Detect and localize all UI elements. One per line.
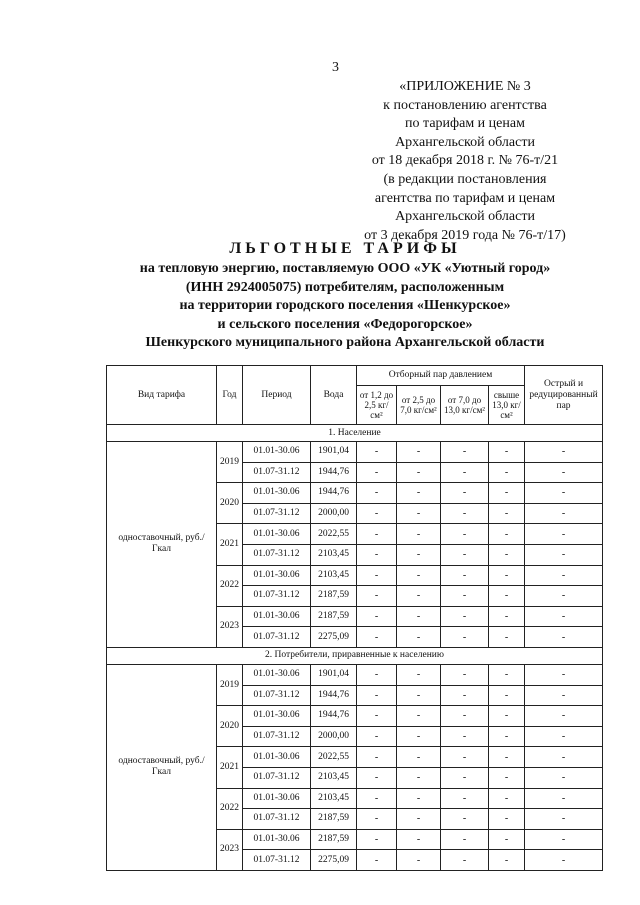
empty-value-cell: - [397, 664, 441, 685]
period-cell: 01.07-31.12 [243, 627, 311, 648]
empty-value-cell: - [357, 829, 397, 850]
empty-value-cell: - [489, 767, 525, 788]
empty-value-cell: - [525, 503, 603, 524]
header-year: Год [217, 366, 243, 425]
water-tariff-cell: 2187,59 [311, 586, 357, 607]
empty-value-cell: - [397, 544, 441, 565]
empty-value-cell: - [357, 726, 397, 747]
empty-value-cell: - [357, 706, 397, 727]
empty-value-cell: - [441, 503, 489, 524]
title-line: на тепловую энергию, поставляемую ООО «УК «Уютный город» [139, 261, 551, 276]
header-steam-group: Отборный пар давлением [357, 366, 525, 386]
empty-value-cell: - [357, 483, 397, 504]
empty-value-cell: - [357, 850, 397, 871]
title-line: Шенкурского муниципального района Архангельской области [145, 335, 545, 350]
header-period: Период [243, 366, 311, 425]
period-cell: 01.07-31.12 [243, 685, 311, 706]
period-cell: 01.01-30.06 [243, 483, 311, 504]
year-cell: 2021 [217, 524, 243, 565]
period-cell: 01.07-31.12 [243, 767, 311, 788]
year-cell: 2020 [217, 483, 243, 524]
water-tariff-cell: 2103,45 [311, 767, 357, 788]
water-tariff-cell: 1944,76 [311, 483, 357, 504]
empty-value-cell: - [357, 586, 397, 607]
water-tariff-cell: 2187,59 [311, 606, 357, 627]
water-tariff-cell: 2103,45 [311, 788, 357, 809]
empty-value-cell: - [489, 747, 525, 768]
tariff-type-cell: одноставочный, руб./Гкал [107, 664, 217, 870]
water-tariff-cell: 2275,09 [311, 850, 357, 871]
tariff-table [106, 365, 603, 871]
water-tariff-cell: 2103,45 [311, 544, 357, 565]
appendix-line: по тарифам и ценам [405, 116, 525, 132]
empty-value-cell: - [489, 462, 525, 483]
empty-value-cell: - [441, 586, 489, 607]
empty-value-cell: - [397, 606, 441, 627]
empty-value-cell: - [441, 767, 489, 788]
empty-value-cell: - [441, 565, 489, 586]
empty-value-cell: - [525, 664, 603, 685]
empty-value-cell: - [441, 685, 489, 706]
period-cell: 01.07-31.12 [243, 544, 311, 565]
empty-value-cell: - [357, 544, 397, 565]
empty-value-cell: - [525, 706, 603, 727]
empty-value-cell: - [489, 606, 525, 627]
section-row [107, 647, 603, 664]
empty-value-cell: - [525, 524, 603, 545]
empty-value-cell: - [357, 747, 397, 768]
empty-value-cell: - [397, 442, 441, 463]
year-cell: 2020 [217, 706, 243, 747]
empty-value-cell: - [397, 747, 441, 768]
period-cell: 01.01-30.06 [243, 565, 311, 586]
empty-value-cell: - [357, 788, 397, 809]
appendix-line: Архангельской области [395, 134, 535, 150]
document-title [120, 238, 570, 353]
water-tariff-cell: 2000,00 [311, 503, 357, 524]
empty-value-cell: - [489, 483, 525, 504]
year-cell: 2019 [217, 664, 243, 705]
year-cell: 2022 [217, 565, 243, 606]
empty-value-cell: - [441, 850, 489, 871]
empty-value-cell: - [441, 627, 489, 648]
period-cell: 01.07-31.12 [243, 809, 311, 830]
empty-value-cell: - [489, 664, 525, 685]
water-tariff-cell: 2000,00 [311, 726, 357, 747]
appendix-line: Архангельской области [395, 209, 535, 225]
water-tariff-cell: 2022,55 [311, 524, 357, 545]
period-cell: 01.01-30.06 [243, 606, 311, 627]
section-row [107, 425, 603, 442]
empty-value-cell: - [441, 726, 489, 747]
header-steam-3: от 7,0 до 13,0 кг/см² [441, 386, 489, 425]
empty-value-cell: - [441, 544, 489, 565]
empty-value-cell: - [525, 627, 603, 648]
empty-value-cell: - [525, 809, 603, 830]
year-cell: 2022 [217, 788, 243, 829]
empty-value-cell: - [489, 726, 525, 747]
empty-value-cell: - [397, 809, 441, 830]
empty-value-cell: - [489, 442, 525, 463]
year-cell: 2019 [217, 442, 243, 483]
empty-value-cell: - [357, 462, 397, 483]
empty-value-cell: - [397, 850, 441, 871]
empty-value-cell: - [357, 606, 397, 627]
empty-value-cell: - [525, 850, 603, 871]
empty-value-cell: - [441, 462, 489, 483]
water-tariff-cell: 1901,04 [311, 442, 357, 463]
period-cell: 01.01-30.06 [243, 788, 311, 809]
title-main: ЛЬГОТНЫЕ ТАРИФЫ [229, 240, 461, 257]
period-cell: 01.07-31.12 [243, 850, 311, 871]
empty-value-cell: - [357, 809, 397, 830]
empty-value-cell: - [489, 565, 525, 586]
empty-value-cell: - [525, 586, 603, 607]
appendix-line: к постановлению агентства [383, 97, 547, 113]
table-row [107, 664, 603, 685]
title-line: и сельского поселения «Федорогорское» [217, 316, 473, 332]
empty-value-cell: - [357, 685, 397, 706]
tariff-type-cell: одноставочный, руб./Гкал [107, 442, 217, 648]
empty-value-cell: - [397, 685, 441, 706]
water-tariff-cell: 2275,09 [311, 627, 357, 648]
period-cell: 01.01-30.06 [243, 664, 311, 685]
empty-value-cell: - [397, 706, 441, 727]
period-cell: 01.01-30.06 [243, 442, 311, 463]
table-header [107, 366, 603, 425]
water-tariff-cell: 1944,76 [311, 685, 357, 706]
table-body [107, 425, 603, 871]
water-tariff-cell: 2187,59 [311, 809, 357, 830]
empty-value-cell: - [397, 483, 441, 504]
empty-value-cell: - [525, 726, 603, 747]
empty-value-cell: - [357, 524, 397, 545]
period-cell: 01.01-30.06 [243, 706, 311, 727]
period-cell: 01.01-30.06 [243, 524, 311, 545]
appendix-header [350, 78, 580, 245]
empty-value-cell: - [525, 767, 603, 788]
empty-value-cell: - [441, 809, 489, 830]
appendix-line: от 18 декабря 2018 г. № 76-т/21 [371, 153, 559, 169]
empty-value-cell: - [357, 664, 397, 685]
empty-value-cell: - [397, 586, 441, 607]
period-cell: 01.07-31.12 [243, 462, 311, 483]
water-tariff-cell: 1944,76 [311, 462, 357, 483]
empty-value-cell: - [357, 767, 397, 788]
empty-value-cell: - [357, 565, 397, 586]
empty-value-cell: - [489, 544, 525, 565]
empty-value-cell: - [441, 483, 489, 504]
period-cell: 01.07-31.12 [243, 586, 311, 607]
appendix-line: агентства по тарифам и ценам [374, 190, 556, 206]
water-tariff-cell: 1901,04 [311, 664, 357, 685]
year-cell: 2023 [217, 829, 243, 870]
empty-value-cell: - [397, 767, 441, 788]
water-tariff-cell: 2022,55 [311, 747, 357, 768]
header-sharp-steam: Острый и редуцированный пар [525, 366, 603, 425]
period-cell: 01.07-31.12 [243, 726, 311, 747]
header-steam-1: от 1,2 до 2,5 кг/см² [357, 386, 397, 425]
empty-value-cell: - [525, 462, 603, 483]
empty-value-cell: - [525, 788, 603, 809]
empty-value-cell: - [525, 606, 603, 627]
header-water: Вода [311, 366, 357, 425]
empty-value-cell: - [525, 829, 603, 850]
empty-value-cell: - [525, 544, 603, 565]
empty-value-cell: - [525, 442, 603, 463]
empty-value-cell: - [397, 829, 441, 850]
empty-value-cell: - [441, 606, 489, 627]
empty-value-cell: - [441, 442, 489, 463]
water-tariff-cell: 1944,76 [311, 706, 357, 727]
header-tariff-type: Вид тарифа [107, 366, 217, 425]
title-line: на территории городского поселения «Шенкурское» [179, 298, 511, 313]
empty-value-cell: - [489, 706, 525, 727]
empty-value-cell: - [357, 503, 397, 524]
water-tariff-cell: 2187,59 [311, 829, 357, 850]
empty-value-cell: - [489, 850, 525, 871]
empty-value-cell: - [441, 706, 489, 727]
page-number: 3 [332, 60, 339, 75]
appendix-line: «ПРИЛОЖЕНИЕ № 3 [399, 79, 531, 94]
empty-value-cell: - [397, 524, 441, 545]
empty-value-cell: - [397, 726, 441, 747]
year-cell: 2023 [217, 606, 243, 647]
empty-value-cell: - [489, 627, 525, 648]
empty-value-cell: - [357, 442, 397, 463]
water-tariff-cell: 2103,45 [311, 565, 357, 586]
table-row [107, 442, 603, 463]
empty-value-cell: - [525, 747, 603, 768]
empty-value-cell: - [397, 565, 441, 586]
empty-value-cell: - [489, 503, 525, 524]
period-cell: 01.07-31.12 [243, 503, 311, 524]
period-cell: 01.01-30.06 [243, 747, 311, 768]
empty-value-cell: - [441, 788, 489, 809]
empty-value-cell: - [441, 664, 489, 685]
empty-value-cell: - [397, 503, 441, 524]
empty-value-cell: - [357, 627, 397, 648]
empty-value-cell: - [489, 685, 525, 706]
empty-value-cell: - [525, 685, 603, 706]
period-cell: 01.01-30.06 [243, 829, 311, 850]
empty-value-cell: - [489, 524, 525, 545]
header-steam-2: от 2,5 до 7,0 кг/см² [397, 386, 441, 425]
empty-value-cell: - [489, 809, 525, 830]
appendix-line: от 3 декабря 2019 года № 76-т/17) [364, 227, 566, 243]
section-title: 1. Население [107, 425, 603, 442]
empty-value-cell: - [397, 627, 441, 648]
empty-value-cell: - [397, 788, 441, 809]
appendix-line: (в редакции постановления [383, 171, 547, 187]
year-cell: 2021 [217, 747, 243, 788]
empty-value-cell: - [441, 524, 489, 545]
header-steam-4: свыше 13,0 кг/см² [489, 386, 525, 425]
title-line: (ИНН 2924005075) потребителям, расположенным [185, 279, 505, 295]
empty-value-cell: - [441, 829, 489, 850]
empty-value-cell: - [397, 462, 441, 483]
section-title: 2. Потребители, приравненные к населению [107, 647, 603, 664]
empty-value-cell: - [525, 483, 603, 504]
empty-value-cell: - [489, 788, 525, 809]
empty-value-cell: - [525, 565, 603, 586]
empty-value-cell: - [489, 586, 525, 607]
empty-value-cell: - [489, 829, 525, 850]
empty-value-cell: - [441, 747, 489, 768]
